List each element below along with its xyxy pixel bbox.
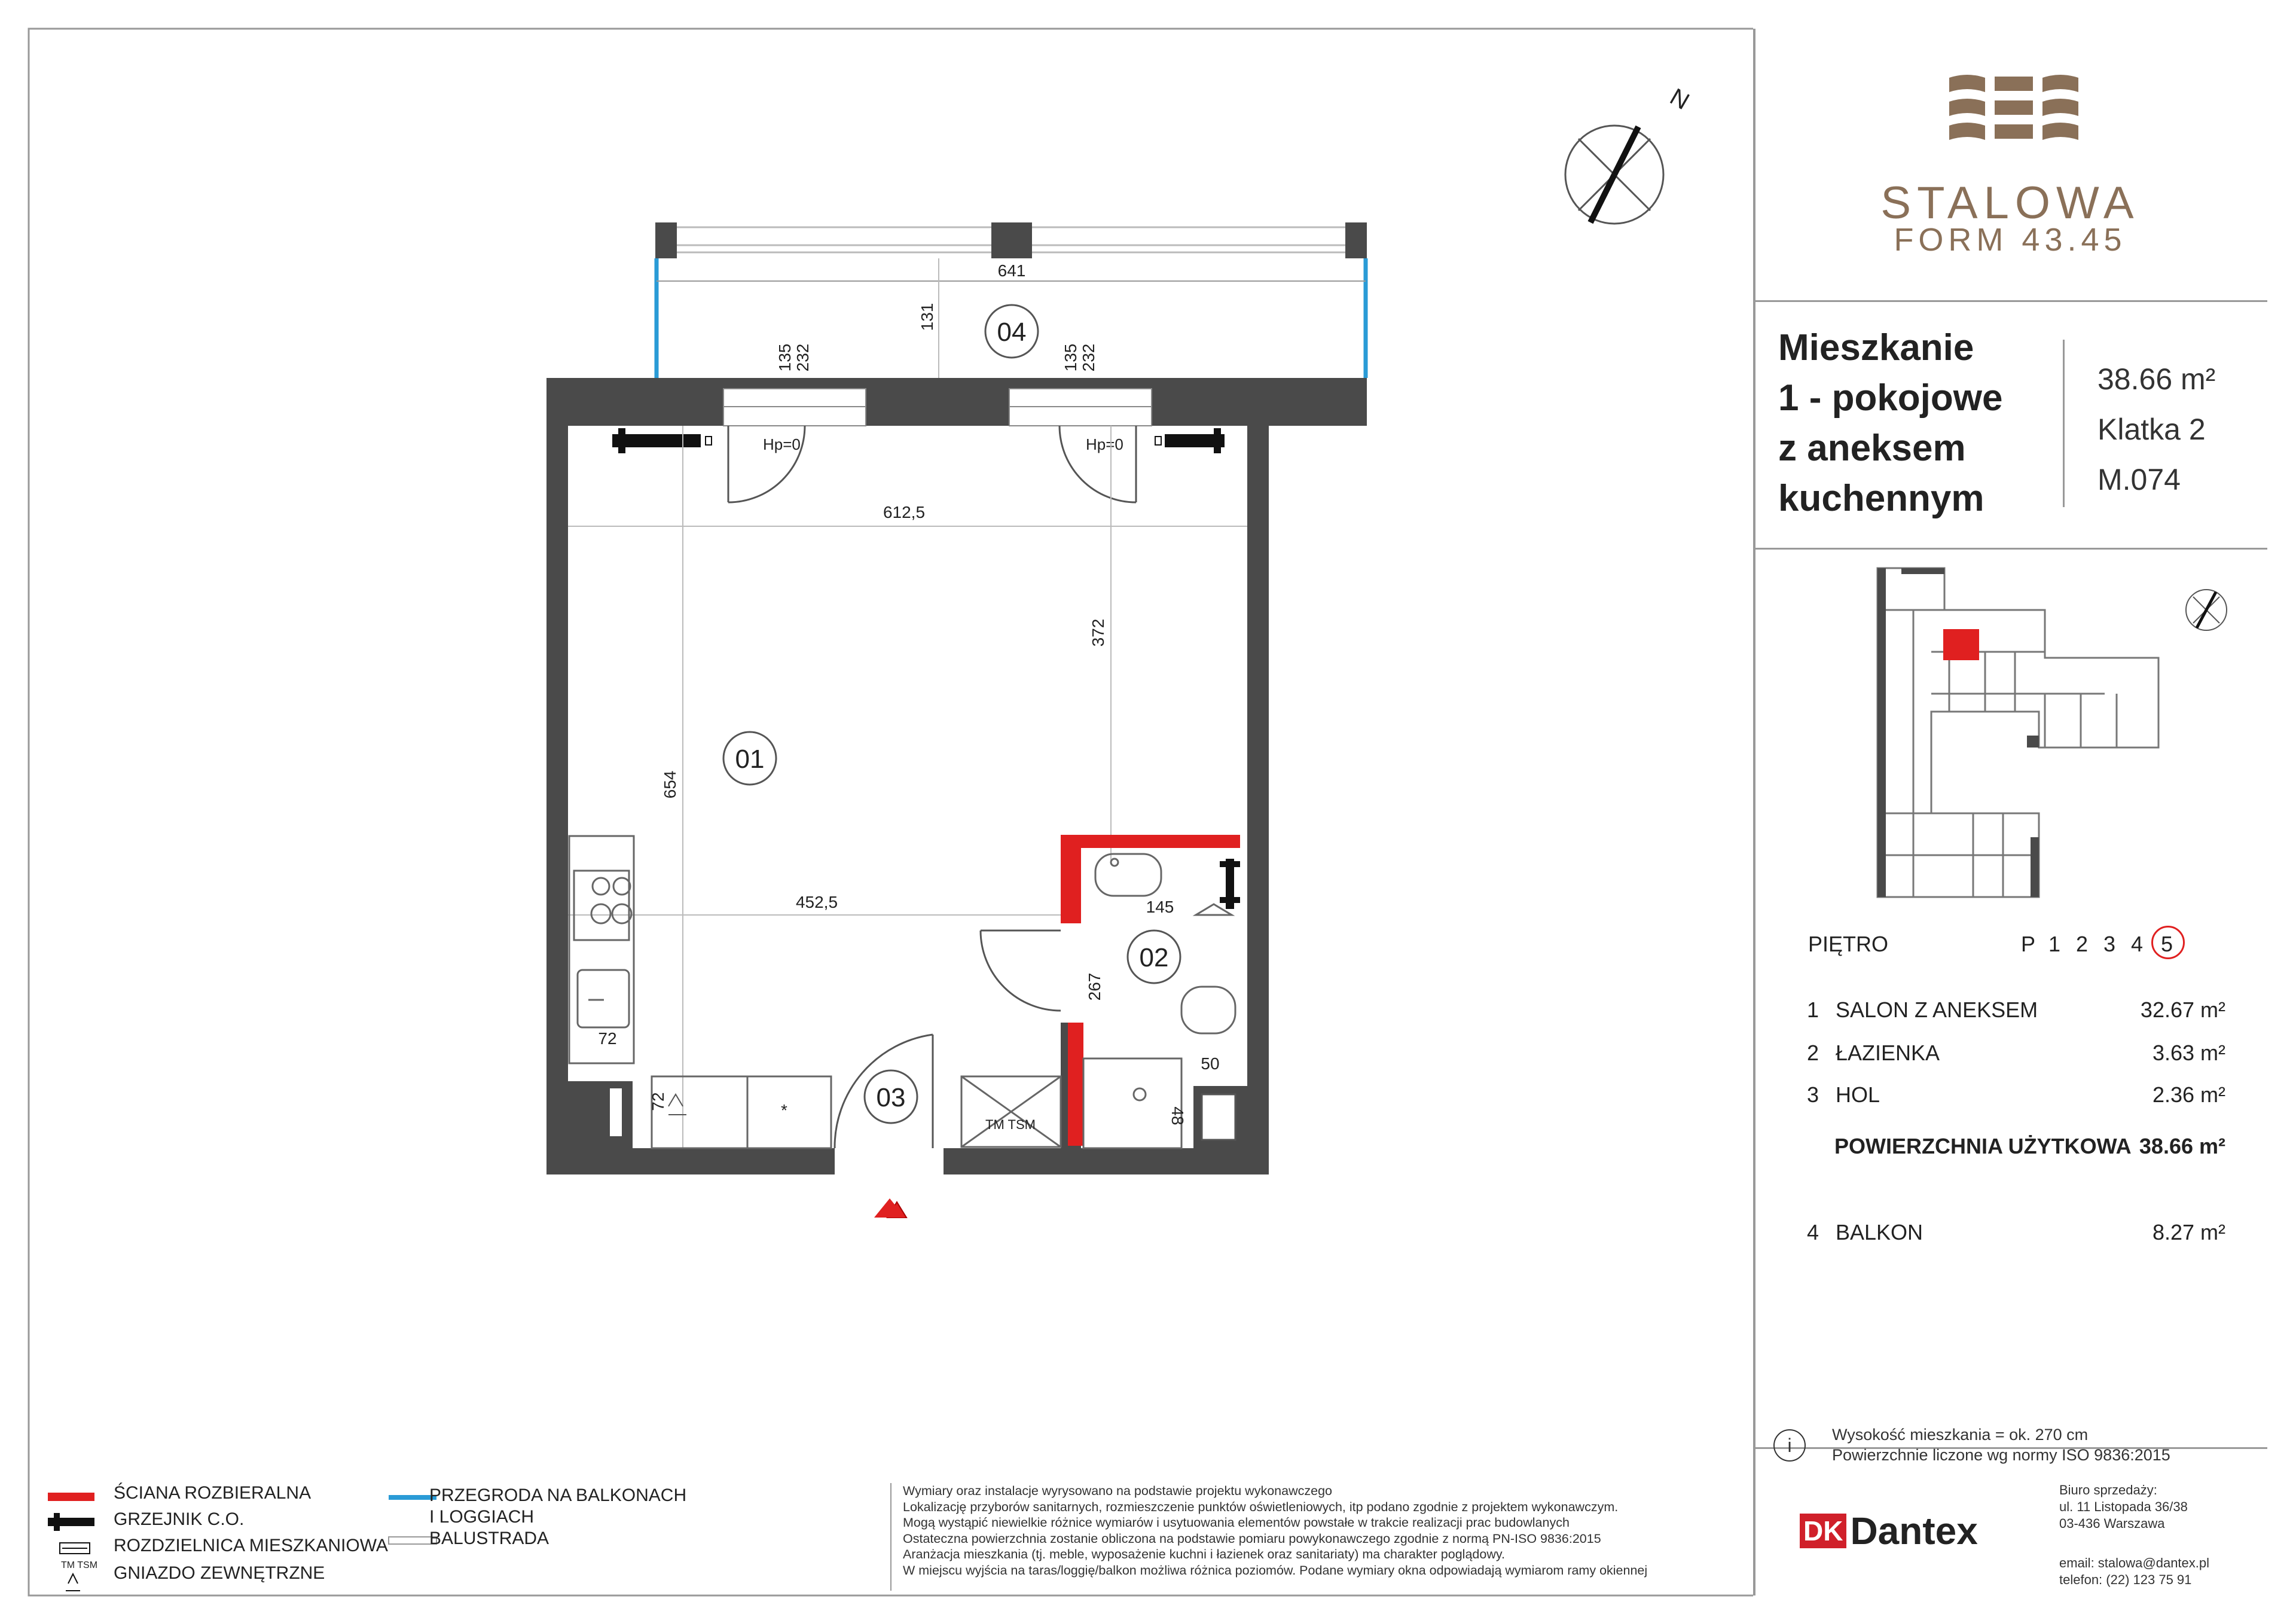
- total-area-row: POWIERZCHNIA UŻYTKOWA 38.66 m²: [1834, 1134, 2225, 1158]
- dantex-logo: [1800, 1509, 1978, 1552]
- bathroom-radiator-icon: [1220, 859, 1240, 909]
- notes: Wysokość mieszkania = ok. 270 cm Powierzchnie liczone wg normy ISO 9836:2015: [1832, 1426, 2170, 1464]
- dim-k72a: 72: [598, 1029, 617, 1048]
- legend-radiator: GRZEJNIK C.O.: [114, 1509, 245, 1529]
- key-plan-compass-icon: [2186, 590, 2227, 630]
- dantex-mark-icon: DK: [1800, 1514, 1846, 1548]
- floor-1[interactable]: 1: [2048, 932, 2061, 956]
- floor-label: PIĘTRO: [1808, 932, 1889, 956]
- radiator-icon: [612, 428, 712, 453]
- bathroom-door: [981, 931, 1061, 1011]
- dim-balcony-width: 641: [997, 261, 1026, 280]
- contact-email[interactable]: email: stalowa@dantex.pl: [2059, 1555, 2210, 1570]
- tm-tsm-label: TM TSM: [985, 1117, 1036, 1132]
- dim-balcony-depth: 131: [918, 303, 936, 331]
- floor-5[interactable]: 5: [2161, 932, 2173, 956]
- dim-win-left-a: 135: [775, 343, 794, 372]
- dim-win-right-b: 232: [1079, 343, 1098, 372]
- dim-50: 50: [1201, 1054, 1220, 1073]
- room-label-01: [723, 732, 776, 785]
- legend-distributor: ROZDZIELNICA MIESZKANIOWA: [114, 1536, 388, 1555]
- floor-p[interactable]: P: [2021, 932, 2036, 956]
- sales-office: Biuro sprzedaży: ul. 11 Listopada 36/38 03-436 Warszawa: [2059, 1482, 2188, 1531]
- dim-bath-height: 267: [1085, 972, 1104, 1001]
- north-label: N: [1665, 83, 1694, 115]
- room-label-03: [865, 1070, 917, 1123]
- room-label-04: [985, 305, 1038, 358]
- floor-3[interactable]: 3: [2103, 932, 2116, 956]
- building-key-plan: [1866, 556, 2236, 909]
- disclaimer: Wymiary oraz instalacje wyrysowano na podstawie projektu wykonawczego Lokalizację przyborów sanitarnych, rozmieszczenie punktów oświetleniowych, itp podano zgodnie z projektem wykonawczym. Mogą wystąpić niewielkie różnice wymiarów i usytuowania elementów powstałe w trakcie realizacji prac budowlanych Ostateczna powierzchnia zostanie obliczona na podstawie pomiaru powykonawczego zgodnie z normą PN-ISO 9836:2015 Aranżacja mieszkania (tj. meble, wyposażenie kuchni i łazienek oraz sanitariaty) ma charakter poglądowy. W miejscu wyjścia na taras/loggię/balkon możliwa różnica poziomów. Podane wymiary okna odpowiadają wymiarom ramy okiennej: [903, 1484, 1648, 1578]
- dim-room-width: 612,5: [883, 503, 926, 521]
- floor-4[interactable]: 4: [2131, 932, 2144, 956]
- dim-kitchen-width: 452,5: [795, 893, 838, 911]
- legend-balustrade: BALUSTRADA: [429, 1529, 549, 1548]
- dim-k72b: 72: [649, 1092, 667, 1111]
- dim-room-height: 654: [661, 770, 679, 799]
- dim-win-right-a: 135: [1061, 343, 1080, 372]
- radiator-icon: [1155, 428, 1225, 453]
- legend-wall-swatch: [48, 1493, 94, 1501]
- info-icon: i: [1773, 1429, 1806, 1462]
- hp-right-label: Hp=0: [1086, 435, 1123, 453]
- north-compass-icon: [1565, 84, 1694, 224]
- legend-partition-2: I LOGGIACH: [429, 1507, 535, 1527]
- contact-info: [2059, 1555, 2209, 1588]
- legend-socket: GNIAZDO ZEWNĘTRZNE: [114, 1563, 325, 1583]
- contact-phone[interactable]: telefon: (22) 123 75 91: [2059, 1572, 2192, 1587]
- brand-sub: FORM 43.45: [1894, 222, 2127, 258]
- apartment-number: M.074: [2097, 463, 2181, 496]
- legend-wall: ŚCIANA ROZBIERALNA: [114, 1483, 312, 1503]
- svg-text:01: 01: [735, 745, 765, 774]
- svg-text:TM TSM: TM TSM: [61, 1560, 98, 1570]
- fridge-icon: *: [781, 1101, 787, 1119]
- stalowa-logo-icon: [1943, 72, 2087, 160]
- floor-2[interactable]: 2: [2076, 932, 2089, 956]
- apartment-area: 38.66 m²: [2097, 362, 2216, 396]
- dim-bath-width: 145: [1146, 898, 1174, 916]
- dim-upper-height: 372: [1089, 618, 1107, 647]
- apartment-staircase: Klatka 2: [2097, 413, 2206, 446]
- legend-partition-1: PRZEGRODA NA BALKONACH: [429, 1485, 687, 1505]
- svg-text:03: 03: [876, 1083, 906, 1112]
- legend-socket-icon: [66, 1574, 80, 1591]
- socket-icon: [668, 1094, 686, 1115]
- svg-text:02: 02: [1139, 943, 1169, 972]
- apartment-info: [2097, 354, 2215, 505]
- page-frame: [29, 29, 1753, 1595]
- brand-name: STALOWA: [1880, 178, 2140, 228]
- dantex-name: Dantex: [1850, 1509, 1978, 1552]
- apartment-title: Mieszkanie 1 - pokojowe z aneksem kuchennym: [1778, 327, 2003, 519]
- svg-text:04: 04: [997, 318, 1027, 347]
- hp-left-label: Hp=0: [763, 435, 801, 453]
- dim-win-left-b: 232: [793, 343, 812, 372]
- dim-48: 48: [1168, 1106, 1187, 1125]
- room-label-02: [1128, 931, 1180, 983]
